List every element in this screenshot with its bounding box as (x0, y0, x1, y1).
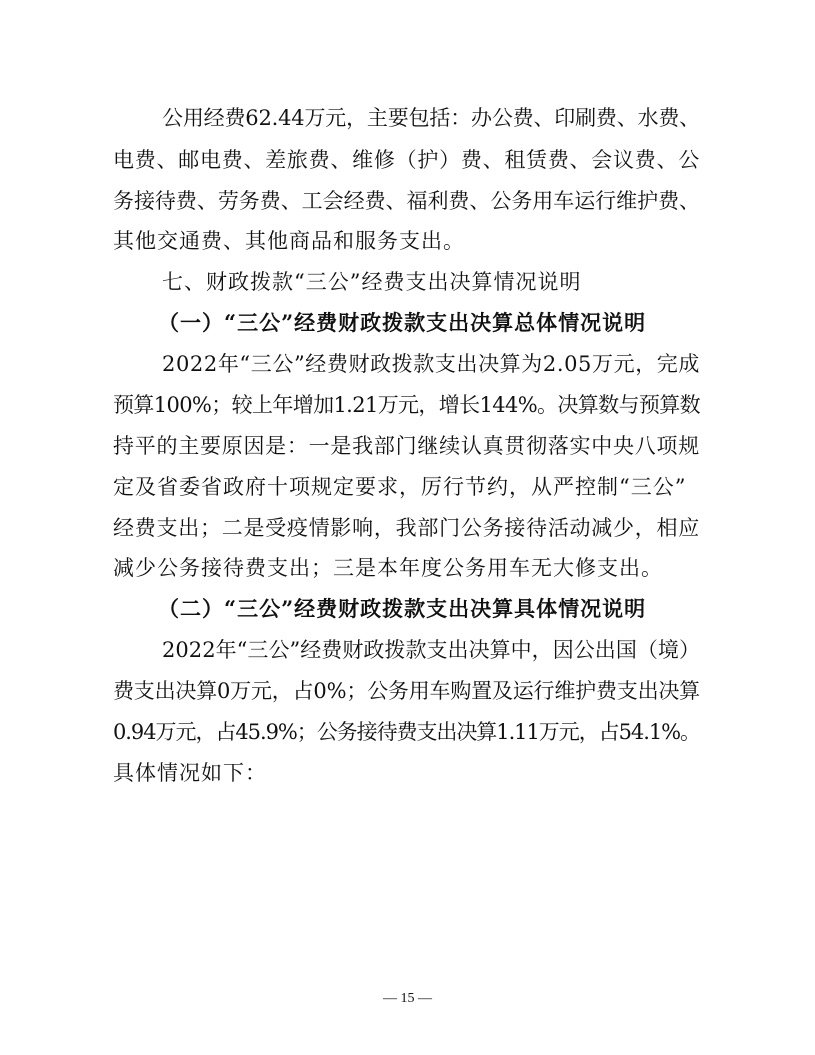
text-line: 具体情况如下： (113, 761, 267, 785)
text-line: 0.94万元，占45.9%；公务接待费支出决算1.11万元，占54.1%。 (113, 720, 700, 744)
text-line: 预算100%；较上年增加1.21万元，增长144%。决算数与预算数 (113, 393, 700, 417)
text-line: 电费、邮电费、差旅费、维修（护）费、租赁费、会议费、公 (113, 148, 700, 172)
section-heading (0, 267, 815, 297)
section-heading-text: 七、财政拨款“三公”经费支出决算情况说明 (162, 270, 582, 294)
paragraph-3-line-2 (0, 676, 815, 706)
paragraph-1-line-3 (0, 186, 815, 216)
text-line: 其他交通费、其他商品和服务支出。 (113, 229, 465, 253)
subsection-heading-1 (0, 308, 815, 338)
paragraph-2-line-1 (0, 349, 815, 379)
paragraph-1-line-2 (0, 145, 815, 175)
paragraph-3-line-3 (0, 717, 815, 747)
paragraph-3-line-1 (0, 635, 815, 665)
text-line: 务接待费、劳务费、工会经费、福利费、公务用车运行维护费、 (113, 189, 700, 213)
paragraph-2-line-2 (0, 390, 815, 420)
text-line: 公用经费62.44万元，主要包括：办公费、印刷费、水费、 (162, 106, 700, 130)
subsection-heading-text: （二）“三公”经费财政拨款支出决算具体情况说明 (158, 596, 647, 621)
subsection-heading-2 (0, 594, 815, 624)
paragraph-2-line-4 (0, 472, 815, 502)
text-line: 2022年“三公”经费财政拨款支出决算中，因公出国（境） (162, 638, 700, 662)
subsection-heading-text: （一）“三公”经费财政拨款支出决算总体情况说明 (158, 310, 647, 335)
text-line: 减少公务接待费支出；三是本年度公务用车无大修支出。 (113, 556, 663, 580)
text-line: 经费支出；二是受疫情影响，我部门公务接待活动减少，相应 (113, 516, 700, 540)
page-number: — 15 — (383, 991, 432, 1006)
text-line: 费支出决算0万元，占0%；公务用车购置及运行维护费支出决算 (113, 679, 700, 703)
text-line: 2022年“三公”经费财政拨款支出决算为2.05万元，完成 (162, 352, 700, 376)
paragraph-1-line-4 (0, 226, 815, 256)
paragraph-2-line-6 (0, 553, 815, 583)
text-line: 持平的主要原因是：一是我部门继续认真贯彻落实中央八项规 (113, 434, 700, 458)
paragraph-2-line-5 (0, 513, 815, 543)
paragraph-1-line-1 (0, 103, 815, 133)
text-line: 定及省委省政府十项规定要求，厉行节约，从严控制“三公” (113, 475, 687, 499)
paragraph-3-line-4 (0, 758, 815, 788)
paragraph-2-line-3 (0, 431, 815, 461)
